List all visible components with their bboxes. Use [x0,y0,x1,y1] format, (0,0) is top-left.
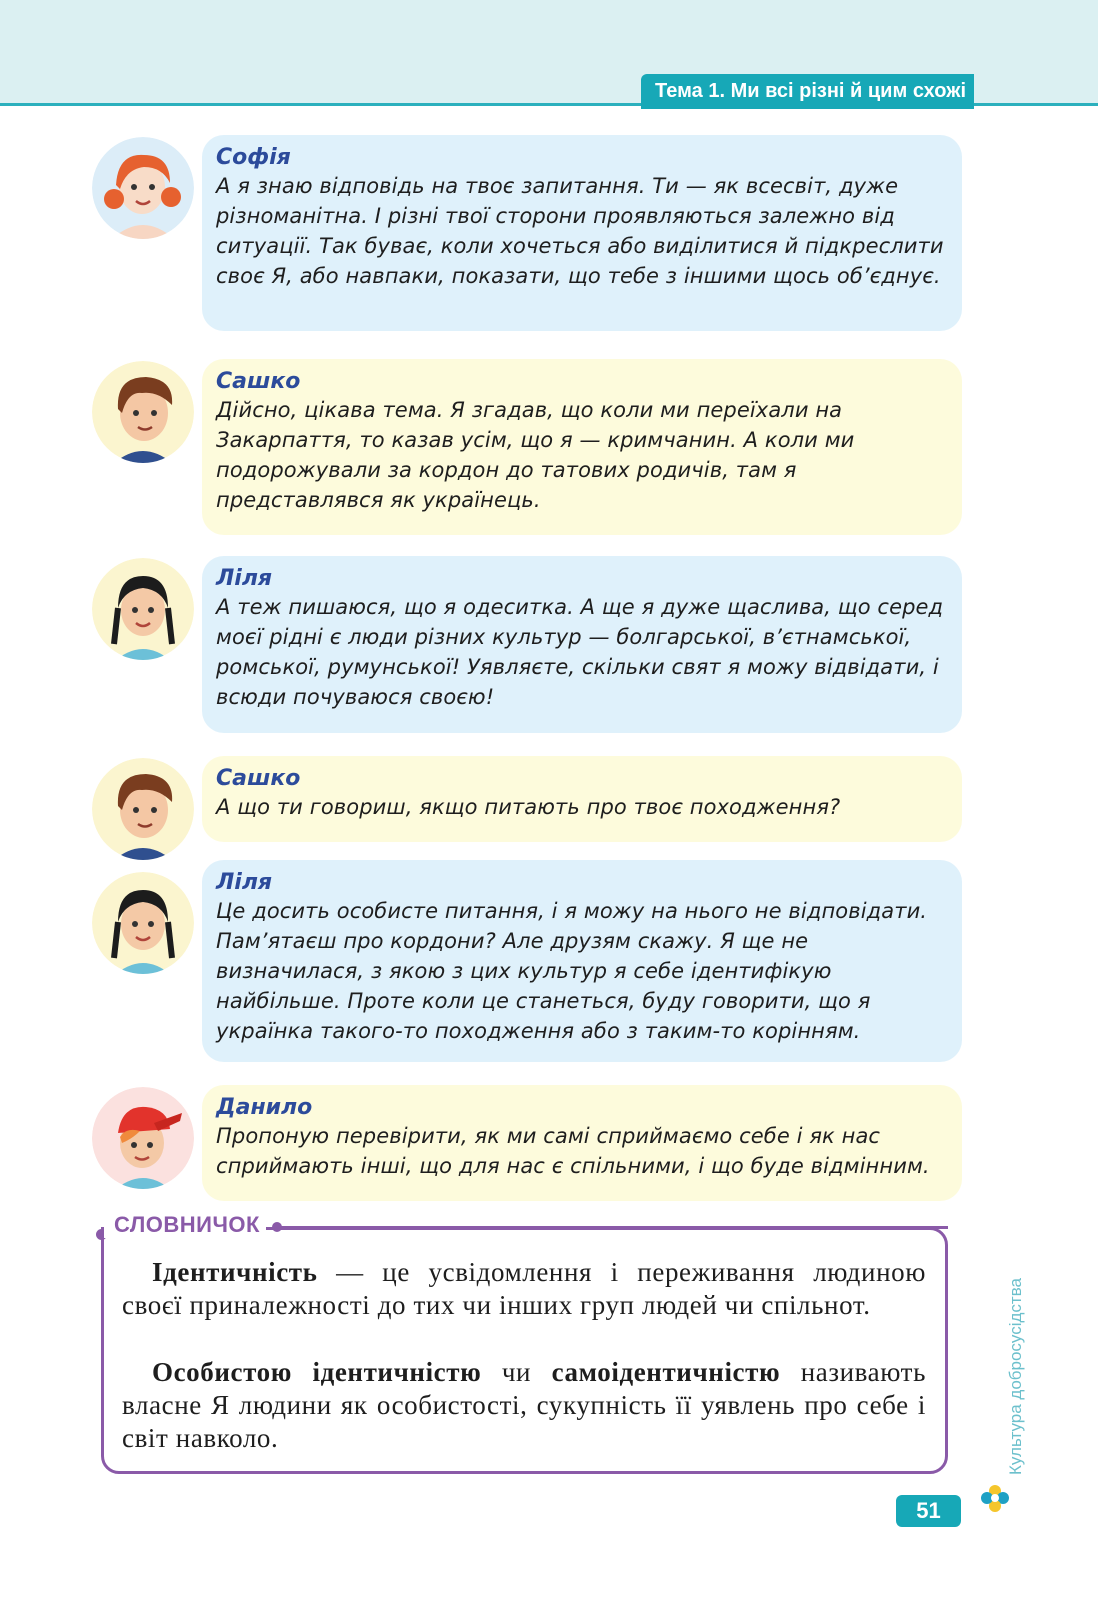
speaker-name: Софія [216,145,291,170]
glossary-definition-2 [122,1356,926,1455]
speech-bubble [202,756,962,842]
flower-icon [980,1484,1010,1514]
dialogue-row [92,860,962,1062]
section-side-label: Культура добросусідства [1006,1277,1025,1475]
danylo-avatar-icon [92,1087,194,1189]
speech-text: А що ти говориш, якщо питають про твоє походження? [216,795,841,819]
glossary-title: СЛОВНИЧОК [104,1212,266,1238]
speaker-name: Данило [216,1095,313,1120]
speech-bubble [202,860,962,1062]
speaker-name: Сашко [216,766,301,791]
glossary-divider [278,1226,948,1229]
speech-bubble [202,359,962,535]
lilia-avatar-icon [92,872,194,974]
speech-bubble [202,135,962,331]
speaker-name: Ліля [216,870,273,895]
glossary-dot [272,1222,282,1232]
speech-text: А теж пишаюся, що я одеситка. А ще я дуже щаслива, що серед моєї рідні є люди різних культур — болгарської, в’єтнамської, ромської, румунської! Уявляєте, скільки свят я можу відвідати, і всюди почуваюся своєю! [216,595,944,709]
glossary-term: Ідентичність [152,1257,318,1287]
glossary-term: Особистою ідентичністю [152,1357,482,1387]
glossary-definition-text: — це усвідомлення і переживання людиною своєї приналежності до тих чи інших груп людей чи спільнот. [122,1257,926,1320]
dialogue-row [92,556,962,733]
speech-text: Пропоную перевірити, як ми самі сприймаємо себе і як нас сприймають інші, що для нас є спільними, і що буде відмінним. [216,1124,930,1178]
sashko-avatar-icon [92,758,194,860]
speech-text: Це досить особисте питання, і я можу на нього не відповідати. Пам’ятаєш про кордони? Але друзям скажу. Я ще не визначилася, з якою з цих культур я себе ідентифікую найбільше. Проте коли це станеться, буду говорити, що я українка такого-то походження або з таким-то корінням. [216,899,928,1043]
speech-bubble [202,1085,962,1201]
glossary-definition-text: називають власне Я людини як особистості, сукупність її уявлень про себе і світ навколо. [122,1357,926,1453]
dialogue-row [92,359,962,535]
speaker-name: Ліля [216,566,273,591]
speaker-name: Сашко [216,369,301,394]
dialogue-row [92,135,962,331]
sashko-avatar-icon [92,361,194,463]
speech-text: Дійсно, цікава тема. Я згадав, що коли ми переїхали на Закарпаття, то казав усім, що я — кримчанин. А коли ми подорожували за кордон до татових родичів, там я представлявся як українець. [216,398,855,512]
sofia-avatar-icon [92,137,194,239]
topic-title: Тема 1. Ми всі різні й цим схожі [641,74,974,109]
glossary-definition-1 [122,1256,926,1322]
lilia-avatar-icon [92,558,194,660]
page-number: 51 [896,1495,961,1527]
dialogue-row [92,1085,962,1201]
dialogue-row [92,756,962,842]
glossary-term: самоідентичністю [551,1357,781,1387]
speech-text: А я знаю відповідь на твоє запитання. Ти — як всесвіт, дуже різноманітна. І різні твої сторони проявляються залежно від ситуації. Так буває, коли хочеться або виділитися й підкреслити своє Я, або навпаки, показати, що тебе з іншими щось об’єднує. [216,174,944,288]
speech-bubble [202,556,962,733]
glossary-conjunction: чи [481,1357,552,1387]
